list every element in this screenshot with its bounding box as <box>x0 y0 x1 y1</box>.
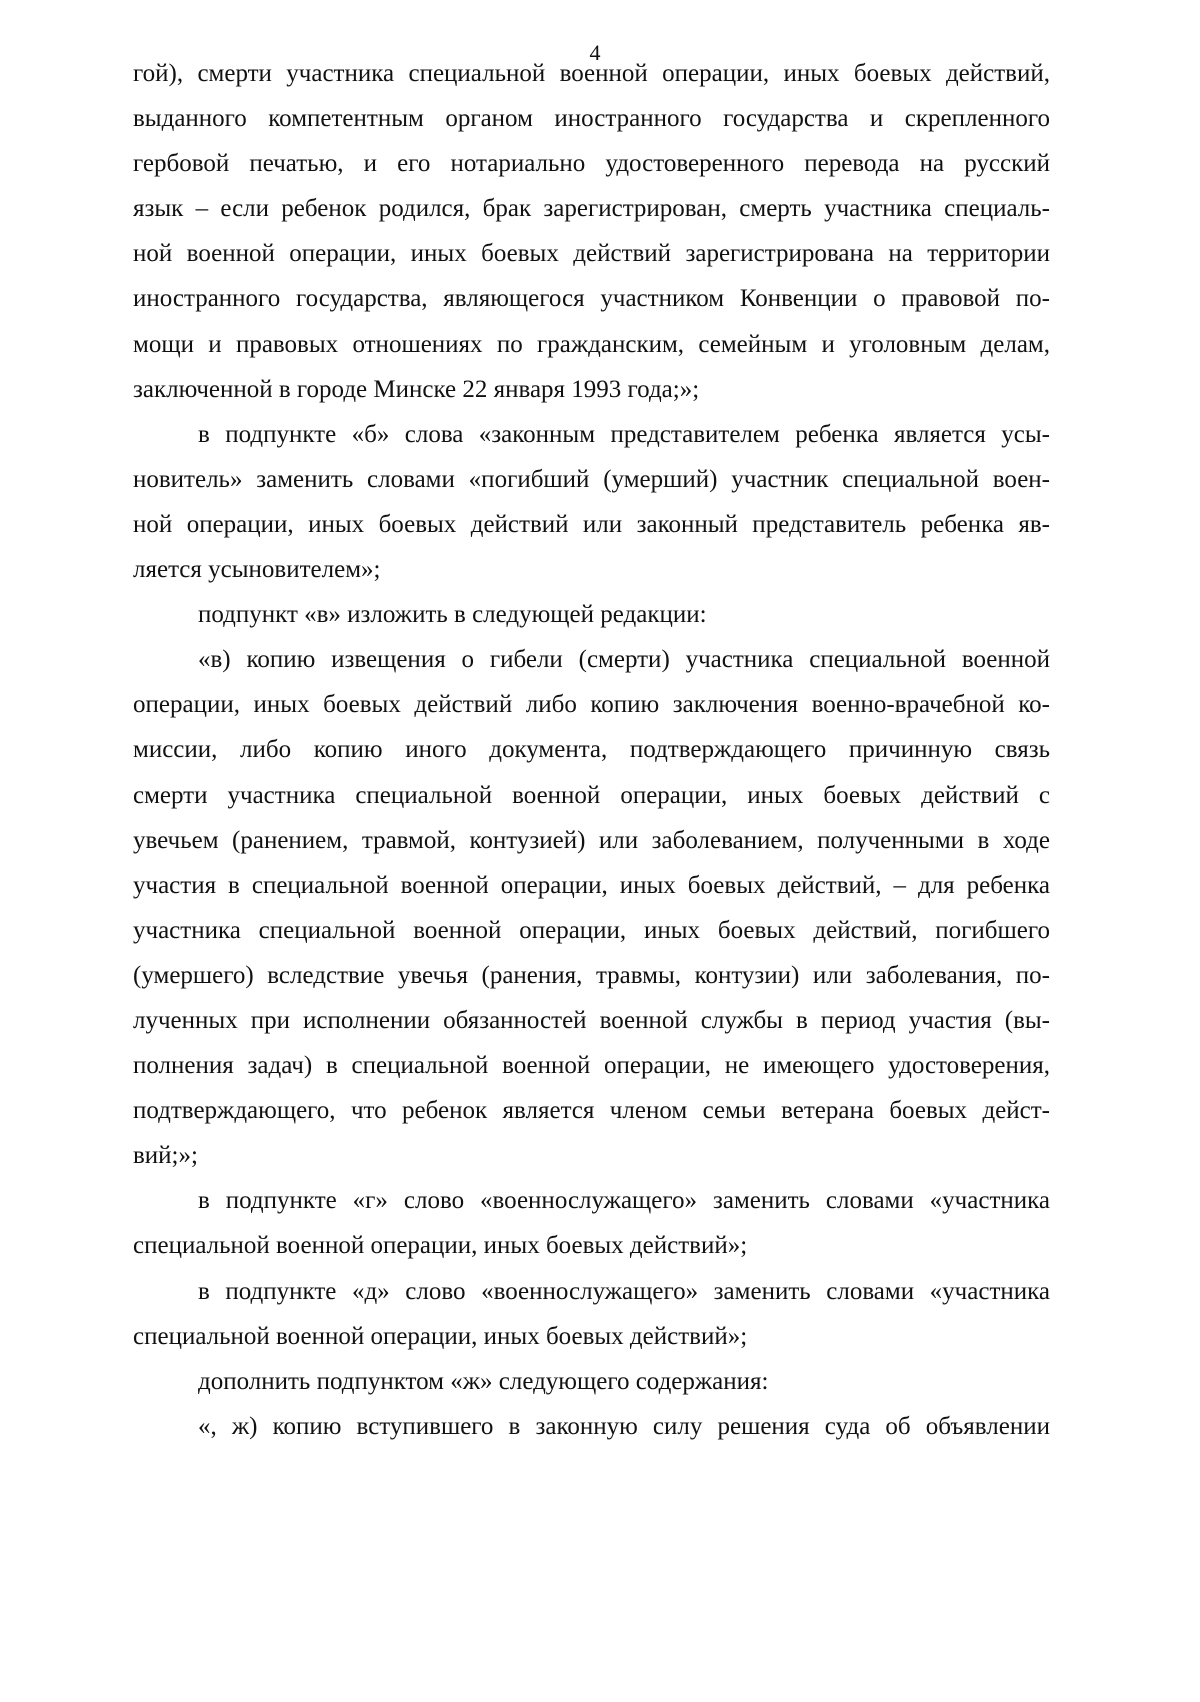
page-number: 4 <box>589 40 601 65</box>
text-line: ной операции, иных боевых действий или законный представитель ребенка яв- <box>133 510 1050 538</box>
text-line: мощи и правовых отношениях по гражданским, семейным и уголовным делам, <box>133 330 1050 358</box>
text-line: подтверждающего, что ребенок является членом семьи ветерана боевых дейст- <box>133 1097 1050 1125</box>
text-line: вий;»; <box>133 1142 198 1170</box>
text-line: ляется усыновителем»; <box>133 556 381 584</box>
text-line: гербовой печатью, и его нотариально удостоверенного перевода на русский <box>133 150 1050 178</box>
text-line: язык – если ребенок родился, брак зарегистрирован, смерть участника специаль- <box>133 195 1050 223</box>
text-line: выданного компетентным органом иностранного государства и скрепленного <box>133 105 1050 133</box>
text-line: гой), смерти участника специальной военной операции, иных боевых действий, <box>133 60 1050 87</box>
text-line: дополнить подпунктом «ж» следующего содержания: <box>198 1367 769 1395</box>
text-line: специальной военной операции, иных боевых действий»; <box>133 1322 748 1350</box>
text-line: полнения задач) в специальной военной операции, не имеющего удостоверения, <box>133 1052 1050 1080</box>
text-line: в подпункте «г» слово «военнослужащего» заменить словами «участника <box>198 1187 1050 1215</box>
document-body <box>133 60 1050 1458</box>
text-line: иностранного государства, являющегося участником Конвенции о правовой по- <box>133 285 1050 313</box>
text-line: (умершего) вследствие увечья (ранения, травмы, контузии) или заболевания, по- <box>133 961 1050 989</box>
text-line: операции, иных боевых действий либо копию заключения военно-врачебной ко- <box>133 691 1050 719</box>
text-line: в подпункте «б» слова «законным представителем ребенка является усы- <box>198 420 1050 448</box>
text-line: заключенной в городе Минске 22 января 1993 года;»; <box>133 375 700 403</box>
text-line: новитель» заменить словами «погибший (умерший) участник специальной воен- <box>133 465 1050 493</box>
text-line: миссии, либо копию иного документа, подтверждающего причинную связь <box>133 736 1050 764</box>
text-line: участия в специальной военной операции, иных боевых действий, – для ребенка <box>133 871 1050 899</box>
text-line: смерти участника специальной военной операции, иных боевых действий с <box>133 781 1050 809</box>
text-line: подпункт «в» изложить в следующей редакции: <box>198 601 707 629</box>
text-line: ной военной операции, иных боевых действий зарегистрирована на территории <box>133 240 1050 268</box>
text-line: «в) копию извещения о гибели (смерти) участника специальной военной <box>198 646 1050 674</box>
text-line: увечьем (ранением, травмой, контузией) или заболеванием, полученными в ходе <box>133 826 1050 854</box>
text-line: в подпункте «д» слово «военнослужащего» заменить словами «участника <box>198 1277 1050 1305</box>
text-line: лученных при исполнении обязанностей военной службы в период участия (вы- <box>133 1006 1050 1034</box>
text-line: «, ж) копию вступившего в законную силу решения суда об объявлении <box>198 1412 1050 1440</box>
text-line: участника специальной военной операции, иных боевых действий, погибшего <box>133 916 1050 944</box>
text-line: специальной военной операции, иных боевых действий»; <box>133 1232 748 1260</box>
